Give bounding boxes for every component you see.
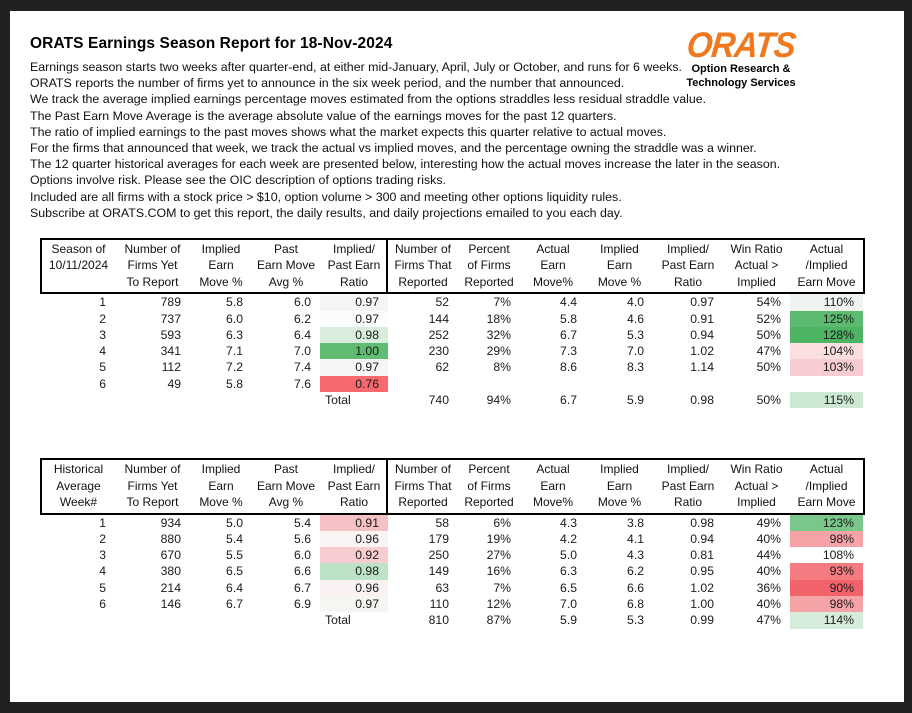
column-header: Number of Firms That Reported — [386, 240, 458, 292]
cell: 3 — [99, 548, 106, 563]
cell: 7.6 — [294, 376, 311, 391]
table-row — [42, 359, 865, 375]
cell: 40% — [756, 564, 781, 579]
cell: 0.94 — [690, 531, 714, 546]
cell — [252, 612, 320, 628]
cell: 341 — [160, 344, 181, 359]
cell: 0.91 — [690, 311, 714, 326]
cell: 6.0 — [226, 311, 243, 326]
cell: 7.0 — [627, 344, 644, 359]
cell: 810 — [428, 613, 449, 628]
cell: 5.8 — [226, 295, 243, 310]
cell: 16% — [486, 564, 511, 579]
column-header: Implied Earn Move % — [199, 462, 243, 510]
total-label: Total — [325, 393, 351, 408]
cell: 0.98 — [320, 563, 388, 579]
cell: 52% — [756, 311, 781, 326]
column-header: Actual /Implied Earn Move — [797, 242, 856, 289]
cell: 49% — [756, 515, 781, 530]
cell: 6.2 — [294, 311, 311, 326]
cell: 0.97 — [320, 596, 388, 612]
cell: 112 — [161, 360, 181, 375]
description-line: ORATS reports the number of firms yet to announce in the six week period, and the number that announced. — [30, 76, 625, 91]
cell: 8.6 — [560, 360, 577, 375]
cell: 6 — [99, 376, 106, 391]
cell: 0.98 — [690, 393, 714, 408]
cell — [190, 392, 252, 408]
cell: 6.5 — [226, 564, 243, 579]
cell: 50% — [756, 360, 781, 375]
cell: 7.0 — [294, 344, 311, 359]
cell: 5.0 — [560, 548, 577, 563]
cell: 6.7 — [226, 597, 243, 612]
cell: 0.96 — [320, 531, 388, 547]
cell: 128% — [790, 327, 863, 343]
cell: 6.3 — [226, 327, 243, 342]
cell — [115, 392, 190, 408]
cell — [586, 376, 653, 392]
cell: 6.8 — [627, 597, 644, 612]
cell: 6.6 — [627, 580, 644, 595]
cell: 4.3 — [627, 548, 644, 563]
cell: 7% — [493, 580, 511, 595]
cell: 4 — [99, 564, 106, 579]
cell: 5.5 — [226, 548, 243, 563]
cell — [42, 392, 115, 408]
historical-average-table — [40, 458, 865, 628]
cell: 7.4 — [294, 360, 311, 375]
cell: 6.4 — [226, 580, 243, 595]
table-row — [42, 327, 865, 343]
column-header: Implied/ Past Earn Ratio — [327, 242, 381, 289]
cell: 54% — [756, 295, 781, 310]
cell: 50% — [756, 393, 781, 408]
cell: 115% — [790, 392, 863, 408]
description-line: Options involve risk. Please see the OIC description of options trading risks. — [30, 173, 446, 188]
cell: 0.81 — [690, 548, 714, 563]
cell: 4.4 — [560, 295, 577, 310]
cell: 6.0 — [294, 295, 311, 310]
cell: 90% — [790, 580, 863, 596]
current-season-table-header — [40, 238, 865, 294]
cell: 123% — [790, 515, 863, 531]
cell: 6.7 — [560, 327, 577, 342]
cell: 32% — [486, 327, 511, 342]
cell: 0.97 — [320, 359, 388, 375]
cell: 0.91 — [320, 515, 388, 531]
cell: 5.0 — [226, 515, 243, 530]
cell: 1.00 — [690, 597, 714, 612]
total-row — [42, 612, 865, 628]
cell: 4.6 — [627, 311, 644, 326]
column-header: Percent of Firms Reported — [464, 462, 514, 510]
cell: 6% — [493, 515, 511, 530]
cell: 250 — [428, 548, 449, 563]
column-header: Historical Average Week# — [53, 462, 104, 510]
cell: 7.2 — [226, 360, 243, 375]
cell: 4.0 — [627, 295, 644, 310]
cell: 4.3 — [560, 515, 577, 530]
table-row — [42, 547, 865, 563]
cell: 104% — [790, 343, 863, 359]
orats-logo-wordmark: ORATS — [684, 24, 798, 65]
cell: 98% — [790, 531, 863, 547]
table-row — [42, 596, 865, 612]
cell: 110 — [429, 597, 449, 612]
cell: 108% — [822, 548, 854, 563]
description-line: Subscribe at ORATS.COM to get this report, the daily results, and daily projections emailed to you each day. — [30, 205, 623, 220]
cell: 252 — [428, 327, 449, 342]
cell: 380 — [160, 564, 181, 579]
description-line: Included are all firms with a stock price > $10, option volume > 300 and meeting other options liquidity rules. — [30, 189, 622, 204]
cell: 40% — [756, 597, 781, 612]
cell: 5 — [99, 360, 106, 375]
cell: 63 — [435, 580, 449, 595]
cell: 50% — [756, 327, 781, 342]
cell — [790, 376, 863, 392]
current-season-table-body — [40, 294, 865, 408]
cell — [115, 612, 190, 628]
cell: 5 — [99, 580, 106, 595]
description-line: The Past Earn Move Average is the average absolute value of the earnings moves for the past 12 quarters. — [30, 108, 617, 123]
cell: 789 — [160, 295, 181, 310]
cell: 4.1 — [627, 531, 644, 546]
cell: 6 — [99, 597, 106, 612]
cell: 1 — [99, 295, 106, 310]
cell: 146 — [160, 597, 181, 612]
cell: 0.97 — [320, 294, 388, 310]
cell: 110% — [790, 294, 863, 310]
cell: 1 — [99, 515, 106, 530]
cell — [520, 376, 586, 392]
cell: 98% — [790, 596, 863, 612]
cell: 4 — [99, 344, 106, 359]
cell: 5.4 — [294, 515, 311, 530]
cell: 49 — [167, 376, 181, 391]
cell — [190, 612, 252, 628]
cell: 6.2 — [627, 564, 644, 579]
cell: 593 — [160, 327, 181, 342]
cell: 149 — [428, 564, 449, 579]
cell: 4.2 — [560, 531, 577, 546]
total-label: Total — [325, 613, 351, 628]
orats-logo-tagline — [656, 63, 826, 90]
cell — [723, 376, 790, 392]
cell: 0.92 — [320, 547, 388, 563]
cell: 8% — [493, 360, 511, 375]
cell: 670 — [160, 548, 181, 563]
cell: 0.97 — [320, 311, 388, 327]
description-line: For the firms that announced that week, we track the actual vs implied moves, and the percentage owning the straddle was a winner. — [30, 141, 757, 156]
description-line: Earnings season starts two weeks after quarter-end, at either mid-January, April, July or October, and runs for 6 weeks. — [30, 60, 682, 74]
cell: 1.02 — [690, 580, 714, 595]
table-row — [42, 531, 865, 547]
description-line: We track the average implied earnings percentage moves estimated from the options straddles less residual straddle value. — [30, 92, 707, 107]
cell: 19% — [486, 531, 511, 546]
cell: 18% — [486, 311, 511, 326]
cell: 47% — [756, 344, 781, 359]
cell: 144 — [428, 311, 449, 326]
cell: 5.9 — [560, 613, 577, 628]
cell: 44% — [756, 548, 781, 563]
cell: 58 — [435, 515, 449, 530]
cell: 5.3 — [627, 613, 644, 628]
cell: 6.0 — [294, 548, 311, 563]
cell — [388, 376, 458, 392]
column-header: Implied Earn Move % — [597, 242, 642, 289]
report-title: ORATS Earnings Season Report for 18-Nov-2024 — [30, 35, 393, 52]
description-line: The 12 quarter historical averages for each week are presented below, interesting how the actual moves increase the later in the season. — [30, 157, 781, 172]
cell: 179 — [428, 531, 449, 546]
table-row — [42, 376, 865, 392]
cell: 7.3 — [560, 344, 577, 359]
column-header: Implied Earn Move % — [597, 462, 642, 510]
cell: 8.3 — [627, 360, 644, 375]
column-header: Number of Firms Yet To Report — [124, 462, 181, 510]
cell: 3 — [99, 327, 106, 342]
cell: 880 — [160, 531, 181, 546]
column-header: Win Ratio Actual > Implied — [730, 242, 783, 289]
column-header: Season of 10/11/2024 — [48, 242, 109, 273]
column-header: Actual /Implied Earn Move — [797, 462, 856, 510]
cell: 7.1 — [226, 344, 243, 359]
cell: 3.8 — [627, 515, 644, 530]
cell: 40% — [756, 531, 781, 546]
table-row — [42, 515, 865, 531]
table-row — [42, 563, 865, 579]
cell: 0.97 — [690, 295, 714, 310]
orats-logo-tagline-line1: Option Research & — [691, 63, 791, 75]
cell: 6.9 — [294, 597, 311, 612]
table-row — [42, 580, 865, 596]
cell: 6.6 — [294, 564, 311, 579]
orats-logo — [656, 24, 826, 90]
description-line: The ratio of implied earnings to the past moves shows what the market expects this quarter relative to actual moves. — [30, 124, 667, 139]
cell: 0.98 — [320, 327, 388, 343]
orats-logo-tagline-line2: Technology Services — [686, 76, 796, 89]
cell: 0.98 — [690, 515, 714, 530]
cell: 87% — [486, 613, 511, 628]
cell: 94% — [486, 393, 511, 408]
cell: 62 — [435, 360, 449, 375]
cell: 29% — [486, 344, 511, 359]
cell: 36% — [756, 580, 781, 595]
cell: 5.6 — [294, 531, 311, 546]
cell: 1.14 — [690, 360, 714, 375]
column-header: Actual Earn Move% — [532, 462, 573, 510]
cell: 1.00 — [320, 343, 388, 359]
table-row — [42, 311, 865, 327]
cell: 2 — [99, 531, 106, 546]
cell: 740 — [428, 393, 449, 408]
column-header: Implied Earn Move % — [199, 242, 243, 289]
cell: 5.9 — [627, 393, 644, 408]
total-row — [42, 392, 865, 408]
column-header: Actual Earn Move% — [532, 242, 573, 289]
cell: 6.7 — [560, 393, 577, 408]
cell: 6.5 — [560, 580, 577, 595]
cell — [653, 376, 723, 392]
column-header: Past Earn Move Avg % — [256, 462, 316, 510]
cell: 12% — [486, 597, 511, 612]
cell — [42, 612, 115, 628]
column-header: Implied/ Past Earn Ratio — [327, 462, 381, 510]
cell: 0.94 — [690, 327, 714, 342]
cell: 0.99 — [690, 613, 714, 628]
column-header: Number of Firms That Reported — [386, 460, 458, 512]
cell: 7.0 — [560, 597, 577, 612]
cell: 230 — [428, 344, 449, 359]
column-header: Win Ratio Actual > Implied — [730, 462, 783, 510]
cell: 0.96 — [320, 580, 388, 596]
cell: 6.4 — [294, 327, 311, 342]
cell: 7% — [493, 295, 511, 310]
cell: 214 — [160, 580, 181, 595]
cell: 6.7 — [294, 580, 311, 595]
historical-average-table-body — [40, 515, 865, 629]
table-row — [42, 294, 865, 310]
cell: 934 — [160, 515, 181, 530]
historical-average-table-header — [40, 458, 865, 514]
cell: 737 — [160, 311, 181, 326]
report-page — [10, 11, 904, 702]
cell — [252, 392, 320, 408]
cell: 47% — [756, 613, 781, 628]
cell: 5.3 — [627, 327, 644, 342]
cell: 0.95 — [690, 564, 714, 579]
cell: 52 — [435, 295, 449, 310]
column-header: Number of Firms Yet To Report — [124, 242, 181, 289]
cell: 93% — [790, 563, 863, 579]
cell: 1.02 — [690, 344, 714, 359]
cell: 103% — [790, 359, 863, 375]
cell: 2 — [99, 311, 106, 326]
column-header: Past Earn Move Avg % — [256, 242, 316, 289]
cell: 6.3 — [560, 564, 577, 579]
cell: 5.4 — [226, 531, 243, 546]
current-season-table — [40, 238, 865, 408]
cell: 27% — [486, 548, 511, 563]
cell: 114% — [790, 612, 863, 628]
column-header: Percent of Firms Reported — [464, 242, 514, 289]
cell: 5.8 — [226, 376, 243, 391]
cell — [458, 376, 520, 392]
cell: 0.76 — [320, 376, 388, 392]
cell: 5.8 — [560, 311, 577, 326]
table-row — [42, 343, 865, 359]
column-header: Implied/ Past Earn Ratio — [661, 462, 715, 510]
column-header: Implied/ Past Earn Ratio — [661, 242, 715, 289]
cell: 125% — [790, 311, 863, 327]
